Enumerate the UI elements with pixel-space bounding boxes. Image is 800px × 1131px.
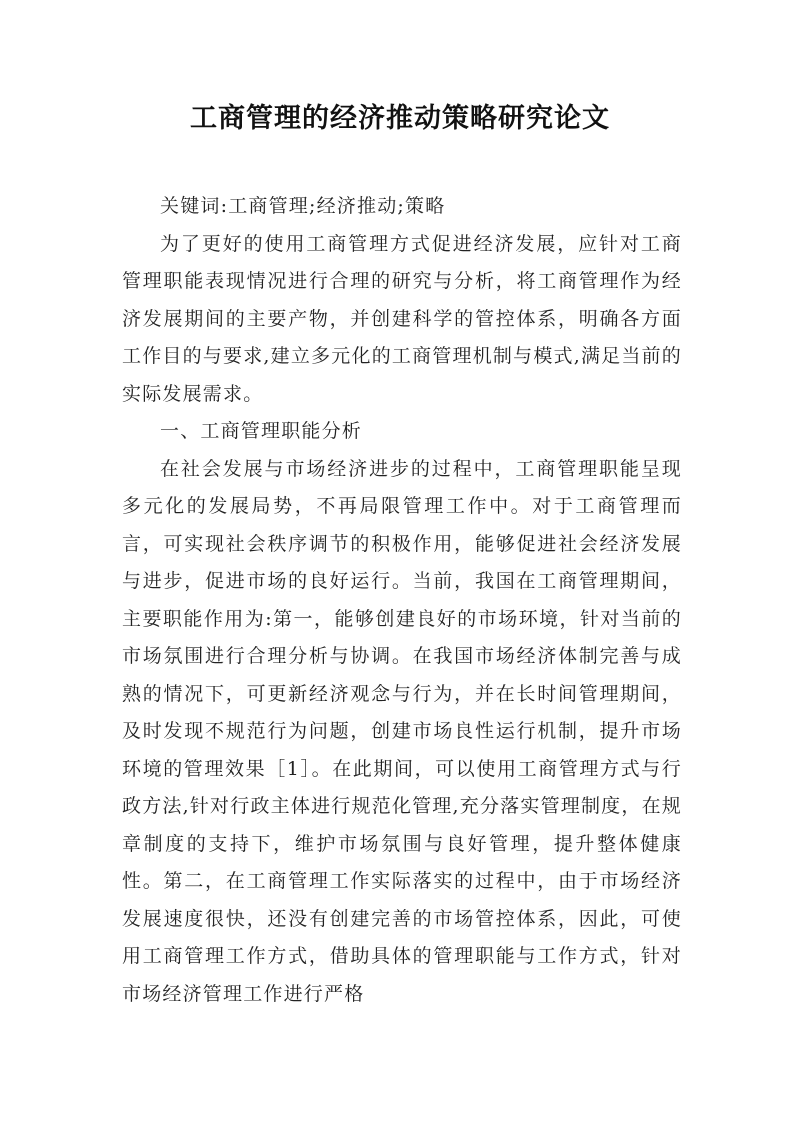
document-title: 工商管理的经济推动策略研究论文 — [190, 103, 610, 134]
intro-paragraph: 为了更好的使用工商管理方式促进经济发展，应针对工商管理职能表现情况进行合理的研究与分析，将工商管理作为经济发展期间的主要产物，并创建科学的管控体系，明确各方面工作目的与要求,建立多元化的工商管理机制与模式,满足当前的实际发展需求。 — [122, 232, 682, 405]
section-heading: 一、工商管理职能分析 — [160, 420, 363, 442]
body-paragraph: 在社会发展与市场经济进步的过程中，工商管理职能呈现多元化的发展局势，不再局限管理工作中。对于工商管理而言，可实现社会秩序调节的积极作用，能够促进社会经济发展与进步，促进市场的良好运行。当前，我国在工商管理期间，主要职能作用为:第一，能够创建良好的市场环境，针对当前的市场氛围进行合理分析与协调。在我国市场经济体制完善与成熟的情况下，可更新经济观念与行为，并在长时间管理期间，及时发现不规范行为问题，创建市场良性运行机制，提升市场环境的管理效果［1］。在此期间，可以使用工商管理方式与行政方法,针对行政主体进行规范化管理,充分落实管理制度，在规章制度的支持下，维护市场氛围与良好管理，提升整体健康性。第二，在工商管理工作实际落实的过程中，由于市场经济发展速度很快，还没有创建完善的市场管控体系，因此，可使用工商管理工作方式，借助具体的管理职能与工作方式，针对市场经济管理工作进行严格 — [122, 457, 682, 1005]
keywords-line: 关键词:工商管理;经济推动;策略 — [160, 195, 446, 217]
document-body — [122, 188, 682, 1013]
